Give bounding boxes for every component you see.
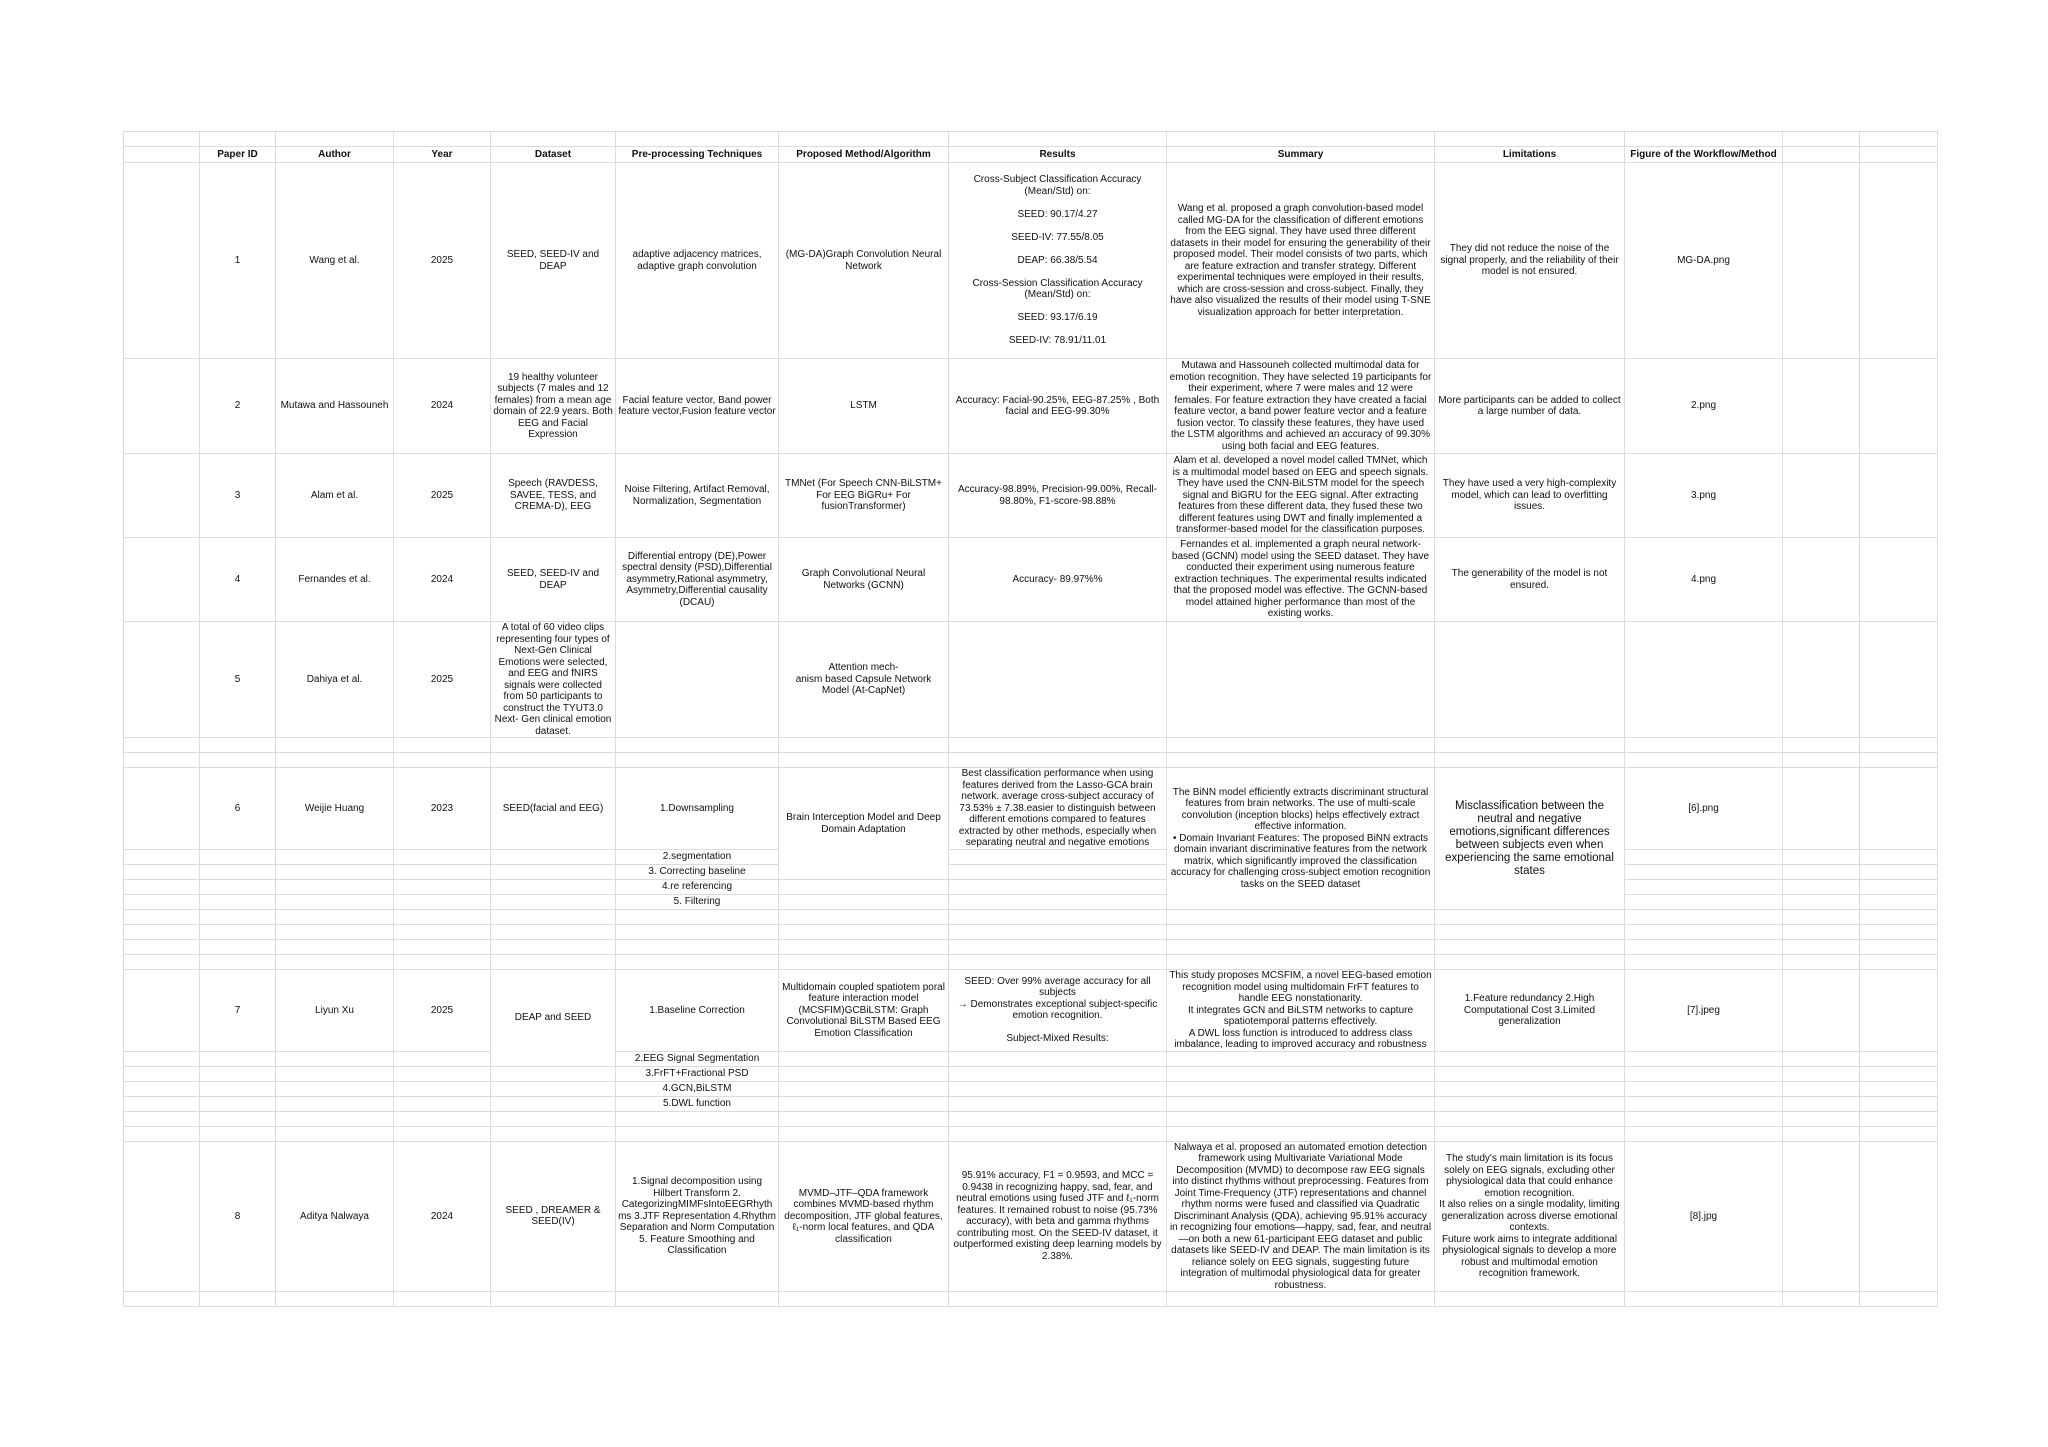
cell-preprocessing[interactable]: Noise Filtering, Artifact Removal, Normalization, Segmentation — [616, 454, 779, 538]
cell-preprocessing-step[interactable]: 1.Baseline Correction — [616, 970, 779, 1052]
cell-year[interactable]: 2025 — [394, 622, 491, 738]
cell-summary[interactable]: The BiNN model efficiently extracts discriminant structural features from brain networks. The use of multi-scale convolution (inception blocks) helps effectively extract effective information. • Domain Invariant Features: The proposed BiNN extracts domain invariant discriminative features from the network matrix, which significantly improved the classification accuracy for challenging cross-subject emotion recognition tasks on the SEED dataset — [1167, 768, 1435, 910]
blank-row — [124, 1126, 1938, 1141]
table-row — [124, 1096, 1938, 1111]
blank-row — [124, 925, 1938, 940]
cell-paper-id[interactable]: 1 — [200, 163, 276, 359]
table-row — [124, 359, 1938, 454]
cell-figure[interactable]: [8].jpg — [1625, 1141, 1783, 1292]
cell-dataset[interactable]: Speech (RAVDESS, SAVEE, TESS, and CREMA-D), EEG — [491, 454, 616, 538]
cell-preprocessing-step[interactable]: 3. Correcting baseline — [616, 865, 779, 880]
cell-dataset[interactable]: SEED, SEED-IV and DEAP — [491, 163, 616, 359]
cell-preprocessing-step[interactable]: 4.re referencing — [616, 880, 779, 895]
table-row — [124, 538, 1938, 622]
cell-figure[interactable]: 3.png — [1625, 454, 1783, 538]
table-row — [124, 850, 1938, 865]
table-row — [124, 163, 1938, 359]
cell-preprocessing-step[interactable]: 5. Filtering — [616, 895, 779, 910]
cell-summary[interactable]: Nalwaya et al. proposed an automated emotion detection framework using Multivariate Variational Mode Decomposition (MVMD) to decompose raw EEG signals into distinct rhythms without preprocessing. Features from Joint Time-Frequency (JTF) representations and channel rhythm norms were fused and classified via Quadratic Discriminant Analysis (QDA), achieving 95.91% accuracy in recognizing four emotions—happy, sad, fear, and neutral—on both a new 61-participant EEG dataset and public datasets like SEED-IV and DEAP. The main limitation is its reliance solely on EEG signals, suggesting future integration of multimodal physiological data for greater robustness. — [1167, 1141, 1435, 1292]
table-row — [124, 1081, 1938, 1096]
cell-preprocessing-step[interactable]: 5.DWL function — [616, 1096, 779, 1111]
cell-method[interactable]: TMNet (For Speech CNN-BiLSTM+ For EEG BiGRu+ For fusionTransformer) — [779, 454, 949, 538]
cell-year[interactable]: 2025 — [394, 454, 491, 538]
cell-paper-id[interactable]: 3 — [200, 454, 276, 538]
cell-method[interactable]: MVMD–JTF–QDA framework combines MVMD-based rhythm decomposition, JTF global features, ℓ₁-norm local features, and QDA classification — [779, 1141, 949, 1292]
cell-method[interactable]: Graph Convolutional Neural Networks (GCNN) — [779, 538, 949, 622]
cell-method[interactable]: Attention mech- anism based Capsule Network Model (At-CapNet) — [779, 622, 949, 738]
cell-author[interactable]: Alam et al. — [276, 454, 394, 538]
cell-year[interactable]: 2025 — [394, 163, 491, 359]
cell-paper-id[interactable]: 7 — [200, 970, 276, 1052]
cell-preprocessing-step[interactable]: 2.EEG Signal Segmentation — [616, 1051, 779, 1066]
blank-row — [124, 955, 1938, 970]
cell-method[interactable]: Brain Interception Model and Deep Domain Adaptation — [779, 768, 949, 880]
cell-preprocessing[interactable]: adaptive adjacency matrices, adaptive graph convolution — [616, 163, 779, 359]
cell-dataset[interactable]: A total of 60 video clips representing four types of Next-Gen Clinical Emotions were selected, and EEG and fNIRS signals were collected from 50 participants to construct the TYUT3.0 Next- Gen clinical emotion dataset. — [491, 622, 616, 738]
header-preprocessing[interactable]: Pre-processing Techniques — [616, 147, 779, 163]
table-row — [124, 1066, 1938, 1081]
header-summary[interactable]: Summary — [1167, 147, 1435, 163]
table-row — [124, 970, 1938, 1052]
cell-results[interactable]: Accuracy: Facial-90.25%, EEG-87.25% , Both facial and EEG-99.30% — [949, 359, 1167, 454]
cell-preprocessing-step[interactable]: 2.segmentation — [616, 850, 779, 865]
cell-limitations[interactable]: The generability of the model is not ensured. — [1435, 538, 1625, 622]
cell-preprocessing-step[interactable]: 3.FrFT+Fractional PSD — [616, 1066, 779, 1081]
cell-preprocessing-step[interactable]: 1.Downsampling — [616, 768, 779, 850]
cell-limitations[interactable]: They have used a very high-complexity model, which can lead to overfitting issues. — [1435, 454, 1625, 538]
header-row — [124, 147, 1938, 163]
table-row — [124, 622, 1938, 738]
cell-paper-id[interactable]: 5 — [200, 622, 276, 738]
cell-year[interactable]: 2024 — [394, 1141, 491, 1292]
cell-year[interactable]: 2023 — [394, 768, 491, 850]
cell-limitations[interactable]: The study's main limitation is its focus solely on EEG signals, excluding other physiological data that could enhance emotion recognition. It also relies on a single modality, limiting generalization across diverse emotional contexts. Future work aims to integrate additional physiological signals to develop a more robust and multimodal emotion recognition framework. — [1435, 1141, 1625, 1292]
cell-year[interactable]: 2025 — [394, 970, 491, 1052]
cell-author[interactable]: Dahiya et al. — [276, 622, 394, 738]
spreadsheet-table — [123, 131, 1938, 1307]
cell-results[interactable]: Accuracy-98.89%, Precision-99.00%, Recall-98.80%, F1-score-98.88% — [949, 454, 1167, 538]
cell-summary[interactable]: This study proposes MCSFIM, a novel EEG-based emotion recognition model using multidomain FrFT features to handle EEG nonstationarity. It integrates GCN and BiLSTM networks to capture spatiotemporal patterns effectively. A DWL loss function is introduced to address class imbalance, leading to improved accuracy and robustness — [1167, 970, 1435, 1052]
cell-dataset[interactable]: SEED , DREAMER & SEED(IV) — [491, 1141, 616, 1292]
cell-figure[interactable]: 4.png — [1625, 538, 1783, 622]
cell-author[interactable]: Weijie Huang — [276, 768, 394, 850]
blank-row — [124, 738, 1938, 753]
cell-method[interactable]: Multidomain coupled spatiotem poral feature interaction model (MCSFIM)GCBiLSTM: Graph Convolutional BiLSTM Based EEG Emotion Classification — [779, 970, 949, 1052]
cell-figure[interactable]: 2.png — [1625, 359, 1783, 454]
cell-author[interactable]: Mutawa and Hassouneh — [276, 359, 394, 454]
cell-year[interactable]: 2024 — [394, 538, 491, 622]
blank-row — [124, 940, 1938, 955]
cell-method[interactable]: (MG-DA)Graph Convolution Neural Network — [779, 163, 949, 359]
cell-author[interactable]: Wang et al. — [276, 163, 394, 359]
cell-results[interactable]: Accuracy- 89.97%% — [949, 538, 1167, 622]
header-author[interactable]: Author — [276, 147, 394, 163]
cell-limitations[interactable]: More participants can be added to collect a large number of data. — [1435, 359, 1625, 454]
header-limitations[interactable]: Limitations — [1435, 147, 1625, 163]
cell-dataset[interactable]: DEAP and SEED — [491, 970, 616, 1067]
cell-summary[interactable]: Mutawa and Hassouneh collected multimodal data for emotion recognition. They have selected 19 participants for their experiment, where 7 were males and 12 were females. For feature extraction they have created a facial feature vector, a band power feature vector and a feature fusion vector. To classify these features, they have used the LSTM algorithms and achieved an accuracy of 99.30% using both facial and EEG features. — [1167, 359, 1435, 454]
cell-results[interactable]: 95.91% accuracy, F1 = 0.9593, and MCC = 0.9438 in recognizing happy, sad, fear, and neutral emotions using fused JTF and ℓ₁-norm features. It remained robust to noise (95.73% accuracy), with beta and gamma rhythms contributing most. On the SEED-IV dataset, it outperformed existing deep learning models by 2.38%. — [949, 1141, 1167, 1292]
blank-row — [124, 1111, 1938, 1126]
cell-summary[interactable]: Fernandes et al. implemented a graph neural network-based (GCNN) model using the SEED dataset. They have conducted their experiment using numerous feature extraction techniques. The experimental results indicated that the proposed model was effective. The GCNN-based model attained higher performance than most of the existing works. — [1167, 538, 1435, 622]
header-year[interactable]: Year — [394, 147, 491, 163]
table-row — [124, 895, 1938, 910]
blank-row — [124, 753, 1938, 768]
cell-dataset[interactable]: 19 healthy volunteer subjects (7 males and 12 females) from a mean age domain of 22.9 years. Both EEG and Facial Expression — [491, 359, 616, 454]
table-row — [124, 1141, 1938, 1292]
header-figure[interactable]: Figure of the Workflow/Method — [1625, 147, 1783, 163]
cell-dataset[interactable]: SEED(facial and EEG) — [491, 768, 616, 850]
cell-author[interactable]: Fernandes et al. — [276, 538, 394, 622]
blank-row — [124, 910, 1938, 925]
cell-preprocessing-step[interactable]: 4.GCN,BiLSTM — [616, 1081, 779, 1096]
cell-paper-id[interactable]: 4 — [200, 538, 276, 622]
header-paper-id[interactable]: Paper ID — [200, 147, 276, 163]
header-results[interactable]: Results — [949, 147, 1167, 163]
cell-paper-id[interactable]: 2 — [200, 359, 276, 454]
blank-row — [124, 1292, 1938, 1307]
table-row — [124, 865, 1938, 880]
cell-summary[interactable]: Wang et al. proposed a graph convolution-based model called MG-DA for the classification of different emotions from the EEG signal. They have used three different datasets in their model for ensuring the generability of their proposed model. Their model consists of two parts, which are feature extraction and transfer strategy. Different experimental techniques were employed in their results, which are cross-session and cross-subject. Finally, they have also visualized the results of their model using T-SNE visualization approach for better interpretation. — [1167, 163, 1435, 359]
cell-summary[interactable]: Alam et al. developed a novel model called TMNet, which is a multimodal model based on EEG and speech signals. They have used the CNN-BiLSTM model for the speech signal and BiGRU for the EEG signal. After extracting features from these different data, they fused these two different features using DWT and finally implemented a transformer-based model for the classification purposes. — [1167, 454, 1435, 538]
cell-results[interactable]: SEED: Over 99% average accuracy for all subjects → Demonstrates exceptional subject-specific emotion recognition. Subject-Mixed Results: — [949, 970, 1167, 1052]
cell-figure[interactable]: [7].jpeg — [1625, 970, 1783, 1052]
cell-author[interactable]: Aditya Nalwaya — [276, 1141, 394, 1292]
cell-results[interactable]: Cross-Subject Classification Accuracy (Mean/Std) on: SEED: 90.17/4.27 SEED-IV: 77.55/8.05 DEAP: 66.38/5.54 Cross-Session Classification Accuracy (Mean/Std) on: SEED: 93.17/6.19 SEED-IV: 78.91/11.01 — [949, 163, 1167, 359]
blank-row — [124, 132, 1938, 147]
table-row — [124, 454, 1938, 538]
cell-limitations[interactable]: They did not reduce the noise of the signal properly, and the reliability of their model is not ensured. — [1435, 163, 1625, 359]
cell-method[interactable]: LSTM — [779, 359, 949, 454]
cell-limitations[interactable]: 1.Feature redundancy 2.High Computational Cost 3.Limited generalization — [1435, 970, 1625, 1052]
table-row — [124, 880, 1938, 895]
header-method[interactable]: Proposed Method/Algorithm — [779, 147, 949, 163]
table-row — [124, 1051, 1938, 1066]
header-dataset[interactable]: Dataset — [491, 147, 616, 163]
cell-year[interactable]: 2024 — [394, 359, 491, 454]
cell-figure[interactable]: [6].png — [1625, 768, 1783, 850]
cell-paper-id[interactable]: 8 — [200, 1141, 276, 1292]
cell-preprocessing[interactable]: Differential entropy (DE),Power spectral density (PSD),Differential asymmetry,Rational asymmetry, Asymmetry,Differential causality (DCAU) — [616, 538, 779, 622]
cell-author[interactable]: Liyun Xu — [276, 970, 394, 1052]
cell-preprocessing[interactable]: 1.Signal decomposition using Hilbert Transform 2. CategorizingMIMFsIntoEEGRhythms 3.JTF Representation 4.Rhythm Separation and Norm Computation 5. Feature Smoothing and Classification — [616, 1141, 779, 1292]
cell-figure[interactable]: MG-DA.png — [1625, 163, 1783, 359]
cell-limitations[interactable]: Misclassification between the neutral and negative emotions,significant differences between subjects even when experiencing the same emotional states — [1435, 768, 1625, 910]
cell-dataset[interactable]: SEED, SEED-IV and DEAP — [491, 538, 616, 622]
cell-paper-id[interactable]: 6 — [200, 768, 276, 850]
cell-results[interactable]: Best classification performance when using features derived from the Lasso-GCA brain network. average cross-subject accuracy of 73.53% ± 7.38.easier to distinguish between different emotions compared to features extracted by other methods, especially when separating neutral and negative emotions — [949, 768, 1167, 850]
cell-preprocessing[interactable]: Facial feature vector, Band power feature vector,Fusion feature vector — [616, 359, 779, 454]
table-row — [124, 768, 1938, 850]
